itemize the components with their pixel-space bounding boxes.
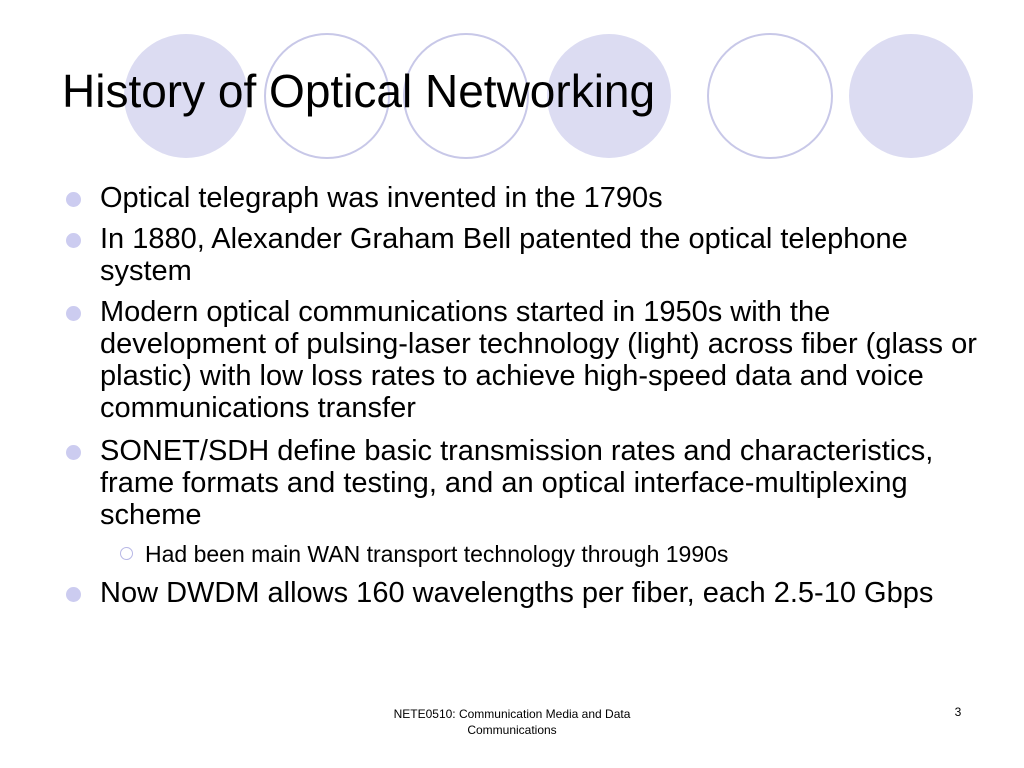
bullet-icon bbox=[66, 306, 81, 321]
bullet-icon bbox=[66, 445, 81, 460]
list-item-text: Optical telegraph was invented in the 1790s bbox=[100, 182, 663, 214]
list-item-text: Modern optical communications started in 1950s with the development of pulsing-laser technology (light) across fiber (glass or plastic) with low loss rates to achieve high-speed data and voice communications transfer bbox=[100, 296, 977, 424]
list-item bbox=[100, 182, 980, 214]
list-item bbox=[100, 435, 980, 531]
page-number: 3 bbox=[954, 705, 962, 719]
list-item-text: In 1880, Alexander Graham Bell patented the optical telephone system bbox=[100, 223, 908, 287]
sub-list-item-text: Had been main WAN transport technology through 1990s bbox=[145, 541, 729, 567]
bullet-icon bbox=[66, 192, 81, 207]
sub-list-item bbox=[145, 540, 728, 568]
list-item-text: Now DWDM allows 160 wavelengths per fiber, each 2.5-10 Gbps bbox=[100, 577, 934, 609]
bullet-icon bbox=[66, 233, 81, 248]
slide-footer: NETE0510: Communication Media and Data Communications bbox=[393, 707, 631, 737]
bullet-icon bbox=[66, 587, 81, 602]
slide-title: History of Optical Networking bbox=[62, 65, 656, 117]
list-item-text: SONET/SDH define basic transmission rates and characteristics, frame formats and testing, and an optical interface-multiplexing scheme bbox=[100, 435, 934, 531]
list-item bbox=[100, 296, 980, 424]
list-item bbox=[100, 577, 960, 609]
sub-bullet-icon bbox=[120, 547, 133, 560]
list-item bbox=[100, 223, 920, 287]
